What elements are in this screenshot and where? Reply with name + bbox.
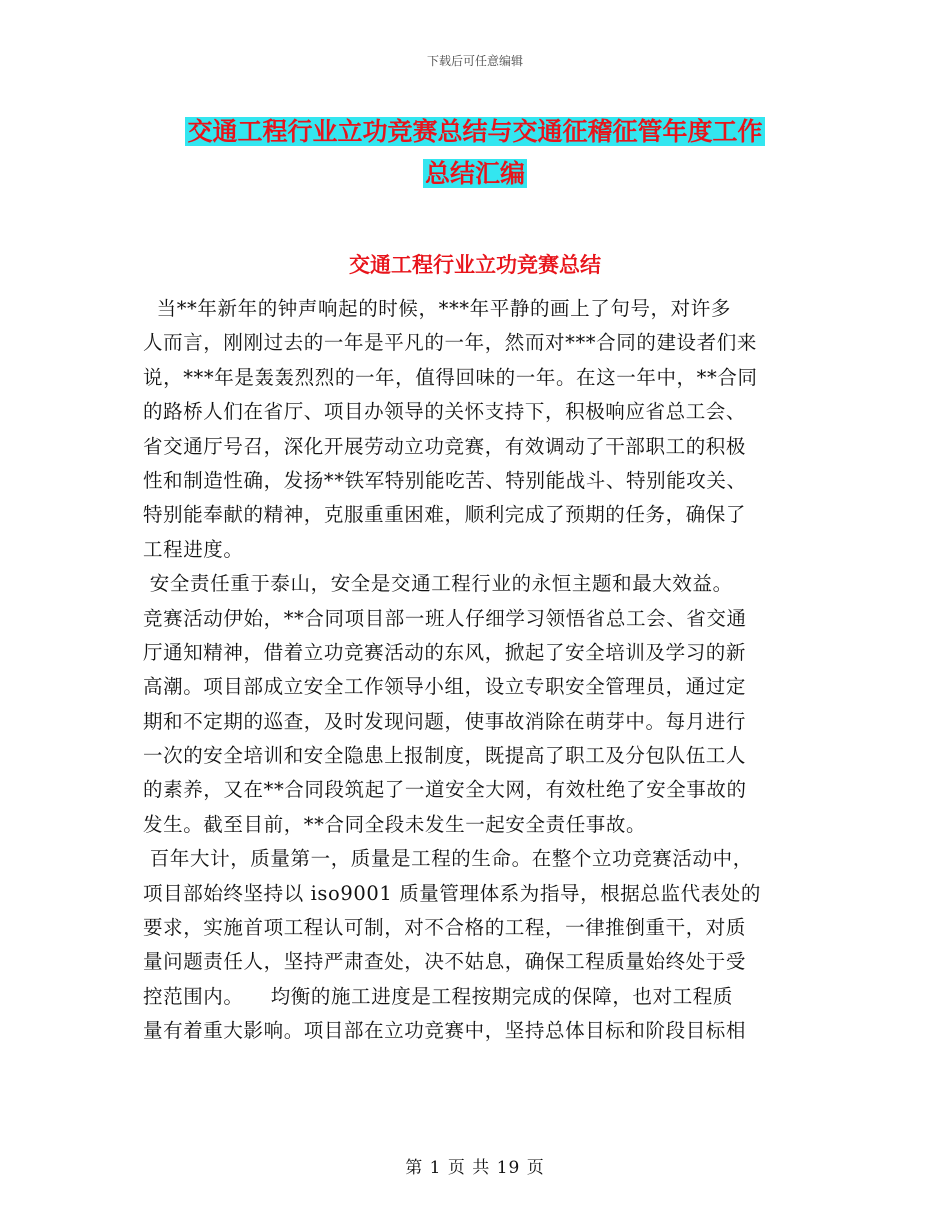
document-title-line-2-text: 总结汇编 — [424, 159, 525, 188]
text-line: 当**年新年的钟声响起的时候，***年平静的画上了句号，对许多 — [143, 297, 731, 320]
text-line: 项目部始终坚持以 iso9001 质量管理体系为指导，根据总监代表处的 — [143, 881, 762, 905]
header-note: 下载后可任意编辑 — [426, 54, 523, 68]
page-footer: 第 1 页 共 19 页 — [405, 1158, 545, 1178]
text-line: 省交通厅号召，深化开展劳动立功竞赛，有效调动了干部职工的积极 — [143, 434, 747, 458]
text-line: 发生。截至目前，**合同全段未发生一起安全责任事故。 — [143, 812, 647, 836]
text-line: 百年大计，质量第一，质量是工程的生命。在整个立功竞赛活动中， — [143, 847, 753, 871]
text-line: 厅通知精神，借着立功竞赛活动的东风，掀起了安全培训及学习的新 — [143, 640, 747, 664]
text-line: 竞赛活动伊始，**合同项目部一班人仔细学习领悟省总工会、省交通 — [143, 606, 747, 630]
document-title-line-1 — [0, 110, 950, 154]
text-line: 性和制造性确，发扬**铁军特别能吃苦、特别能战斗、特别能攻关、 — [143, 468, 747, 492]
document-title-line-1-text: 交通工程行业立功竞赛总结与交通征稽征管年度工作 — [187, 117, 763, 146]
text-line: 高潮。项目部成立安全工作领导小组，设立专职安全管理员，通过定 — [143, 675, 747, 699]
text-line: 期和不定期的巡查，及时发现问题，使事故消除在萌芽中。每月进行 — [143, 709, 747, 733]
text-line: 量有着重大影响。项目部在立功竞赛中，坚持总体目标和阶段目标相 — [143, 1019, 747, 1043]
text-line: 特别能奉献的精神，克服重重困难，顺利完成了预期的任务，确保了 — [143, 503, 747, 527]
text-line: 要求，实施首项工程认可制，对不合格的工程，一律推倒重干，对质 — [143, 916, 747, 940]
section-title: 交通工程行业立功竞赛总结 — [349, 253, 601, 277]
text-line: 工程进度。 — [143, 537, 244, 561]
text-line: 控范围内。 均衡的施工进度是工程按期完成的保障，也对工程质 — [143, 984, 733, 1008]
text-line: 说，***年是轰轰烈烈的一年，值得回味的一年。在这一年中，**合同 — [143, 365, 758, 389]
text-line: 的路桥人们在省厅、项目办领导的关怀支持下，积极响应省总工会、 — [143, 400, 747, 424]
text-line: 一次的安全培训和安全隐患上报制度，既提高了职工及分包队伍工人 — [143, 744, 747, 768]
text-line: 量问题责任人，坚持严肃查处，决不姑息，确保工程质量始终处于受 — [143, 950, 747, 974]
body-text — [143, 292, 811, 1049]
text-line: 安全责任重于泰山，安全是交通工程行业的永恒主题和最大效益。 — [143, 572, 733, 596]
text-line: 人而言，刚刚过去的一年是平凡的一年，然而对***合同的建设者们来 — [143, 331, 757, 355]
document-title-line-2 — [0, 152, 950, 196]
text-line: 的素养，又在**合同段筑起了一道安全大网，有效杜绝了安全事故的 — [143, 778, 747, 802]
